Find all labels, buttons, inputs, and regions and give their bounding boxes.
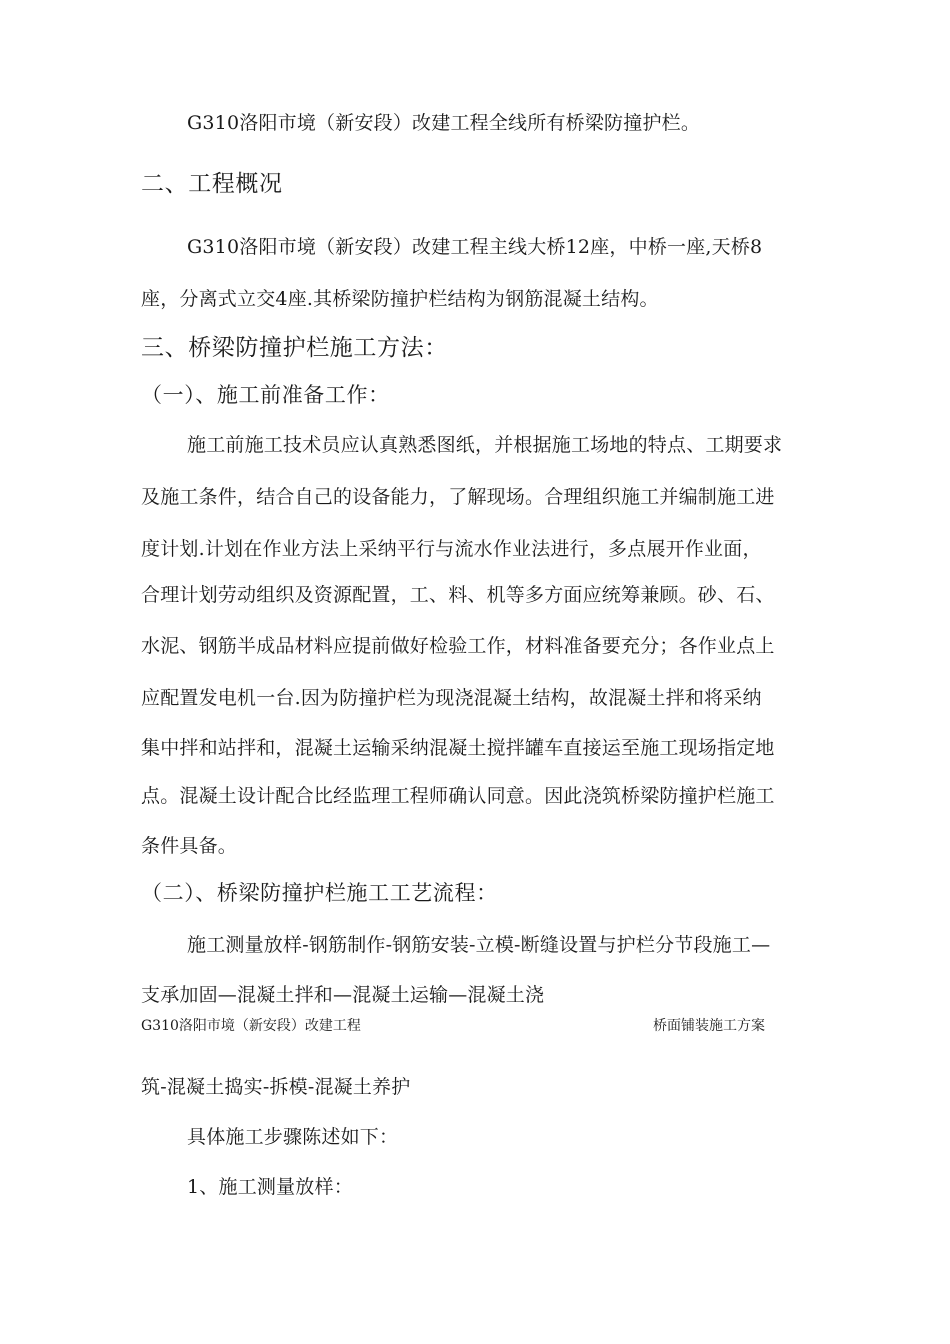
page-footer-right: 桥面铺装施工方案 bbox=[653, 1018, 765, 1034]
preparation-line-9: 条件具备。 bbox=[141, 835, 238, 857]
subsection-heading-preparation: （一）、施工前准备工作： bbox=[141, 383, 390, 407]
page-footer-left: G310洛阳市境（新安段）改建工程 bbox=[141, 1018, 361, 1034]
preparation-line-3: 度计划.计划在作业方法上采纳平行与流水作业法进行，多点展开作业面， bbox=[141, 538, 762, 560]
preparation-line-8: 点。混凝土设计配合比经监理工程师确认同意。因此浇筑桥梁防撞护栏施工 bbox=[141, 785, 775, 807]
preparation-line-4: 合理计划劳动组织及资源配置，工、料、机等多方面应统筹兼顾。砂、石、 bbox=[141, 584, 775, 606]
overview-line-2: 座，分离式立交4座.其桥梁防撞护栏结构为钢筋混凝土结构。 bbox=[141, 288, 659, 310]
overview-line-1: G310洛阳市境（新安段）改建工程主线大桥12座，中桥一座,天桥8 bbox=[187, 236, 763, 258]
preparation-line-6: 应配置发电机一台.因为防撞护栏为现浇混凝土结构，故混凝土拌和将采纳 bbox=[141, 687, 762, 709]
step-1-heading: 1、施工测量放样： bbox=[187, 1176, 353, 1198]
preparation-line-1: 施工前施工技术员应认真熟悉图纸，并根据施工场地的特点、工期要求 bbox=[187, 434, 783, 456]
preparation-line-7: 集中拌和站拌和，混凝土运输采纳混凝土搅拌罐车直接运至施工现场指定地 bbox=[141, 737, 775, 759]
section-heading-method: 三、桥梁防撞护栏施工方法： bbox=[141, 335, 448, 361]
scope-paragraph: G310洛阳市境（新安段）改建工程全线所有桥梁防撞护栏。 bbox=[187, 112, 701, 134]
preparation-line-5: 水泥、钢筋半成品材料应提前做好检验工作，材料准备要充分；各作业点上 bbox=[141, 635, 775, 657]
preparation-line-2: 及施工条件，结合自己的设备能力，了解现场。合理组织施工并编制施工进 bbox=[141, 486, 775, 508]
process-line-2: 支承加固—混凝土拌和—混凝土运输—混凝土浇 bbox=[141, 984, 545, 1006]
steps-intro: 具体施工步骤陈述如下： bbox=[187, 1126, 399, 1148]
section-heading-overview: 二、工程概况 bbox=[141, 171, 283, 197]
process-line-1: 施工测量放样-钢筋制作-钢筋安装-立模-断缝设置与护栏分节段施工— bbox=[187, 934, 771, 956]
process-line-3: 筑-混凝土捣实-拆模-混凝土养护 bbox=[141, 1076, 411, 1098]
subsection-heading-process: （二）、桥梁防撞护栏施工工艺流程： bbox=[141, 881, 498, 905]
